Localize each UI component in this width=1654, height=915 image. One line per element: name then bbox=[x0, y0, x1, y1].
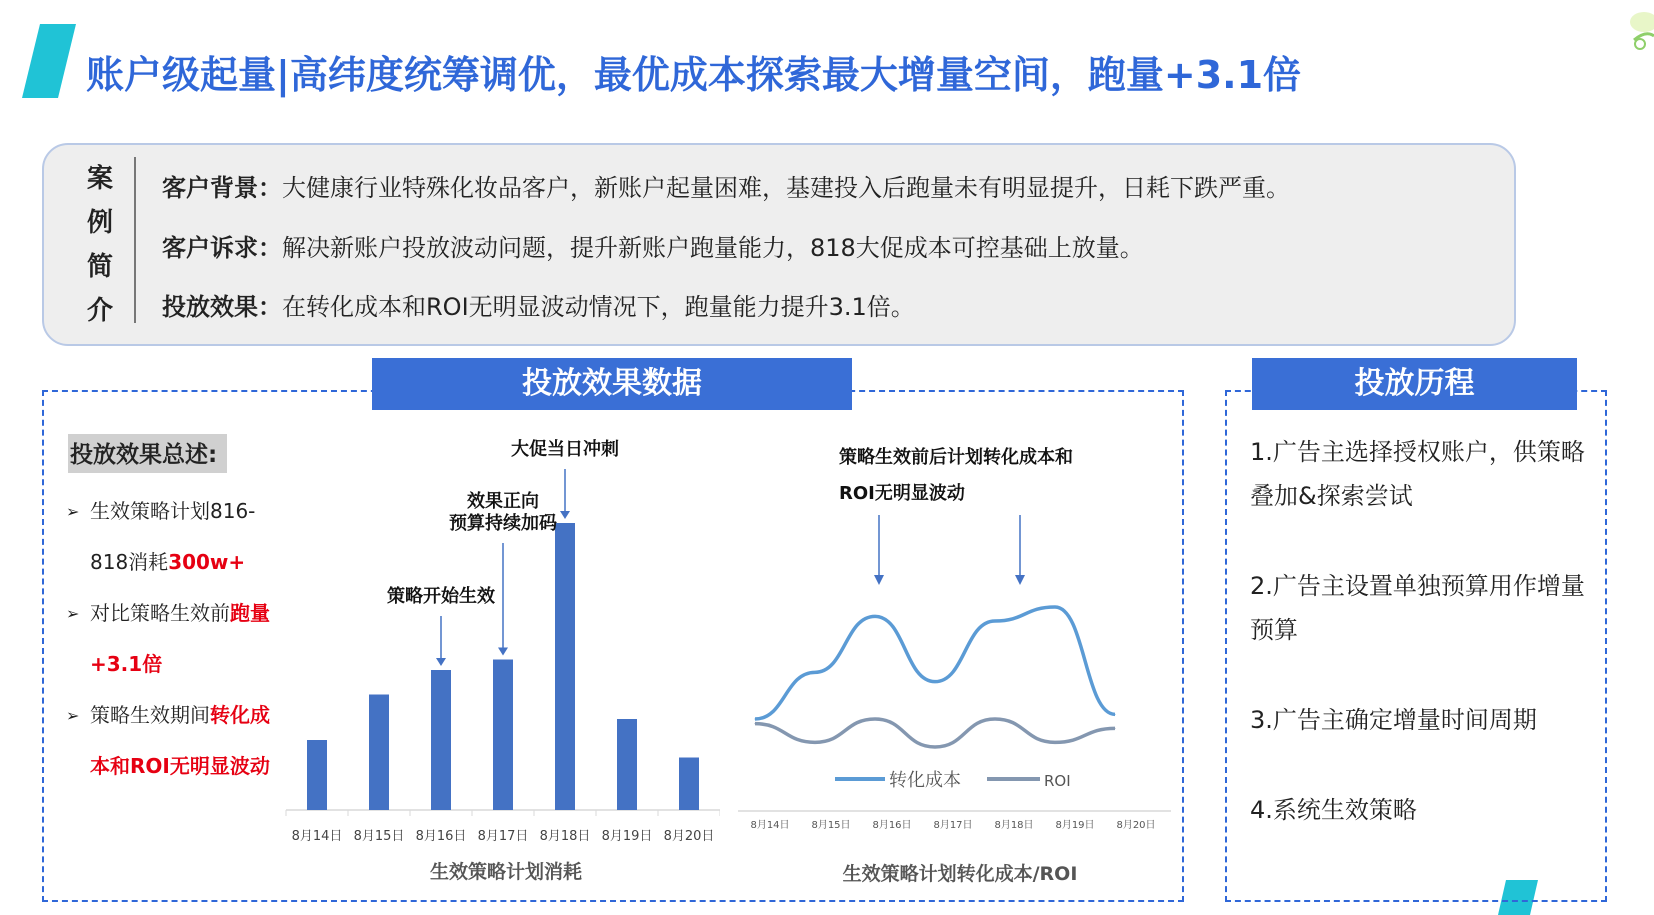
case-intro-vertical-label bbox=[80, 157, 120, 333]
line-annotation: ROI无明显波动 bbox=[839, 483, 965, 504]
series-point bbox=[995, 719, 996, 720]
bar bbox=[307, 740, 327, 810]
annotation-arrowhead bbox=[498, 648, 508, 656]
bar-annotation: 策略开始生效 bbox=[387, 586, 495, 607]
annotation-arrowhead bbox=[874, 575, 884, 585]
x-tick-label: 8月17日 bbox=[477, 829, 529, 844]
intro-row-text: 解决新账户投放波动问题，提升新账户跑量能力，818大促成本可控基础上放量。 bbox=[282, 234, 1144, 262]
title-accent-shape bbox=[22, 24, 76, 98]
bar bbox=[369, 695, 389, 811]
series-point bbox=[815, 672, 816, 673]
process-step: 2.广告主设置单独预算用作增量预算 bbox=[1250, 572, 1585, 644]
bullet-text: 对比策略生效前 bbox=[90, 601, 230, 625]
x-tick-label: 8月14日 bbox=[750, 820, 790, 831]
intro-divider bbox=[134, 157, 136, 323]
bullet-text: 策略生效期间 bbox=[90, 703, 210, 727]
arrow-bullet-icon: ➢ bbox=[66, 502, 80, 521]
summary-bullet bbox=[66, 486, 276, 588]
process-steps bbox=[1250, 430, 1600, 878]
summary-title: 投放效果总述: bbox=[68, 434, 227, 473]
data-panel-header: 投放效果数据 bbox=[372, 358, 852, 410]
intro-row-background bbox=[162, 168, 1290, 203]
line-chart bbox=[735, 425, 1175, 895]
intro-row-demand bbox=[162, 228, 1144, 263]
intro-row-text: 在转化成本和ROI无明显波动情况下，跑量能力提升3.1倍。 bbox=[282, 293, 915, 321]
x-tick-label: 8月17日 bbox=[933, 820, 973, 831]
series-line bbox=[755, 719, 1115, 747]
bar bbox=[431, 670, 451, 810]
x-tick-label: 8月19日 bbox=[1055, 820, 1095, 831]
chart-title: 生效策略计划消耗 bbox=[429, 861, 583, 883]
bullet-highlight: 转化成本和ROI无明显波动 bbox=[90, 703, 270, 778]
arrow-bullet-icon: ➢ bbox=[66, 604, 80, 623]
bullet-highlight: 跑量+3.1倍 bbox=[90, 601, 270, 676]
x-tick-label: 8月19日 bbox=[601, 829, 653, 844]
x-tick-label: 8月20日 bbox=[1116, 820, 1156, 831]
series-point bbox=[995, 621, 996, 622]
summary-bullet bbox=[66, 588, 276, 690]
process-step: 4.系统生效策略 bbox=[1250, 796, 1417, 824]
annotation-arrowhead bbox=[560, 511, 570, 519]
vertical-char: 介 bbox=[86, 296, 113, 326]
series-point bbox=[875, 616, 876, 617]
series-point bbox=[755, 723, 756, 724]
bar bbox=[617, 719, 637, 810]
x-tick-label: 8月14日 bbox=[291, 829, 343, 844]
series-point bbox=[755, 719, 756, 720]
legend-label: 转化成本 bbox=[889, 770, 961, 791]
process-step: 1.广告主选择授权账户，供策略叠加&探索尝试 bbox=[1250, 438, 1585, 510]
intro-row-result bbox=[162, 287, 915, 322]
process-step: 3.广告主确定增量时间周期 bbox=[1250, 706, 1537, 734]
legend-label: ROI bbox=[1044, 772, 1071, 790]
x-tick-label: 8月18日 bbox=[994, 820, 1034, 831]
series-line bbox=[755, 607, 1115, 719]
bar bbox=[679, 758, 699, 811]
bar bbox=[493, 660, 513, 811]
series-point bbox=[1055, 607, 1056, 608]
summary-bullet bbox=[66, 690, 276, 792]
x-tick-label: 8月16日 bbox=[415, 829, 467, 844]
intro-row-label: 客户背景： bbox=[162, 174, 282, 202]
annotation-arrowhead bbox=[436, 658, 446, 666]
x-tick-label: 8月18日 bbox=[539, 829, 591, 844]
arrow-bullet-icon: ➢ bbox=[66, 706, 80, 725]
series-point bbox=[875, 719, 876, 720]
series-point bbox=[1055, 742, 1056, 743]
bar-annotation: 大促当日冲刺 bbox=[511, 439, 619, 460]
bar-chart bbox=[280, 425, 720, 895]
series-point bbox=[1115, 728, 1116, 729]
page-title: 账户级起量|高纬度统筹调优，最优成本探索最大增量空间，跑量+3.1倍 bbox=[86, 53, 1302, 97]
x-tick-label: 8月15日 bbox=[353, 829, 405, 844]
vertical-char: 简 bbox=[86, 252, 113, 282]
chart-title: 生效策略计划转化成本/ROI bbox=[842, 863, 1078, 885]
summary-bullets bbox=[66, 486, 276, 792]
x-tick-label: 8月15日 bbox=[811, 820, 851, 831]
line-annotation: 策略生效前后计划转化成本和 bbox=[839, 447, 1073, 468]
intro-row-text: 大健康行业特殊化妆品客户，新账户起量困难，基建投入后跑量未有明显提升，日耗下跌严重。 bbox=[282, 174, 1290, 202]
bar-annotation: 效果正向 bbox=[467, 491, 539, 512]
bullet-highlight: 300w+ bbox=[168, 550, 246, 574]
vertical-char: 例 bbox=[86, 208, 113, 238]
intro-row-label: 客户诉求： bbox=[162, 234, 282, 262]
intro-row-label: 投放效果： bbox=[162, 293, 282, 321]
series-point bbox=[1115, 714, 1116, 715]
bar-annotation: 预算持续加码 bbox=[449, 513, 557, 534]
vertical-char: 案 bbox=[86, 164, 113, 194]
x-tick-label: 8月20日 bbox=[663, 829, 715, 844]
series-point bbox=[935, 681, 936, 682]
bullet-text: 生效策略计划816-818消耗 bbox=[90, 499, 256, 574]
process-panel-header: 投放历程 bbox=[1252, 358, 1577, 410]
series-point bbox=[815, 742, 816, 743]
annotation-arrowhead bbox=[1015, 575, 1025, 585]
series-point bbox=[935, 747, 936, 748]
x-tick-label: 8月16日 bbox=[872, 820, 912, 831]
corner-leaf-decoration bbox=[1604, 0, 1654, 60]
bar bbox=[555, 523, 575, 810]
